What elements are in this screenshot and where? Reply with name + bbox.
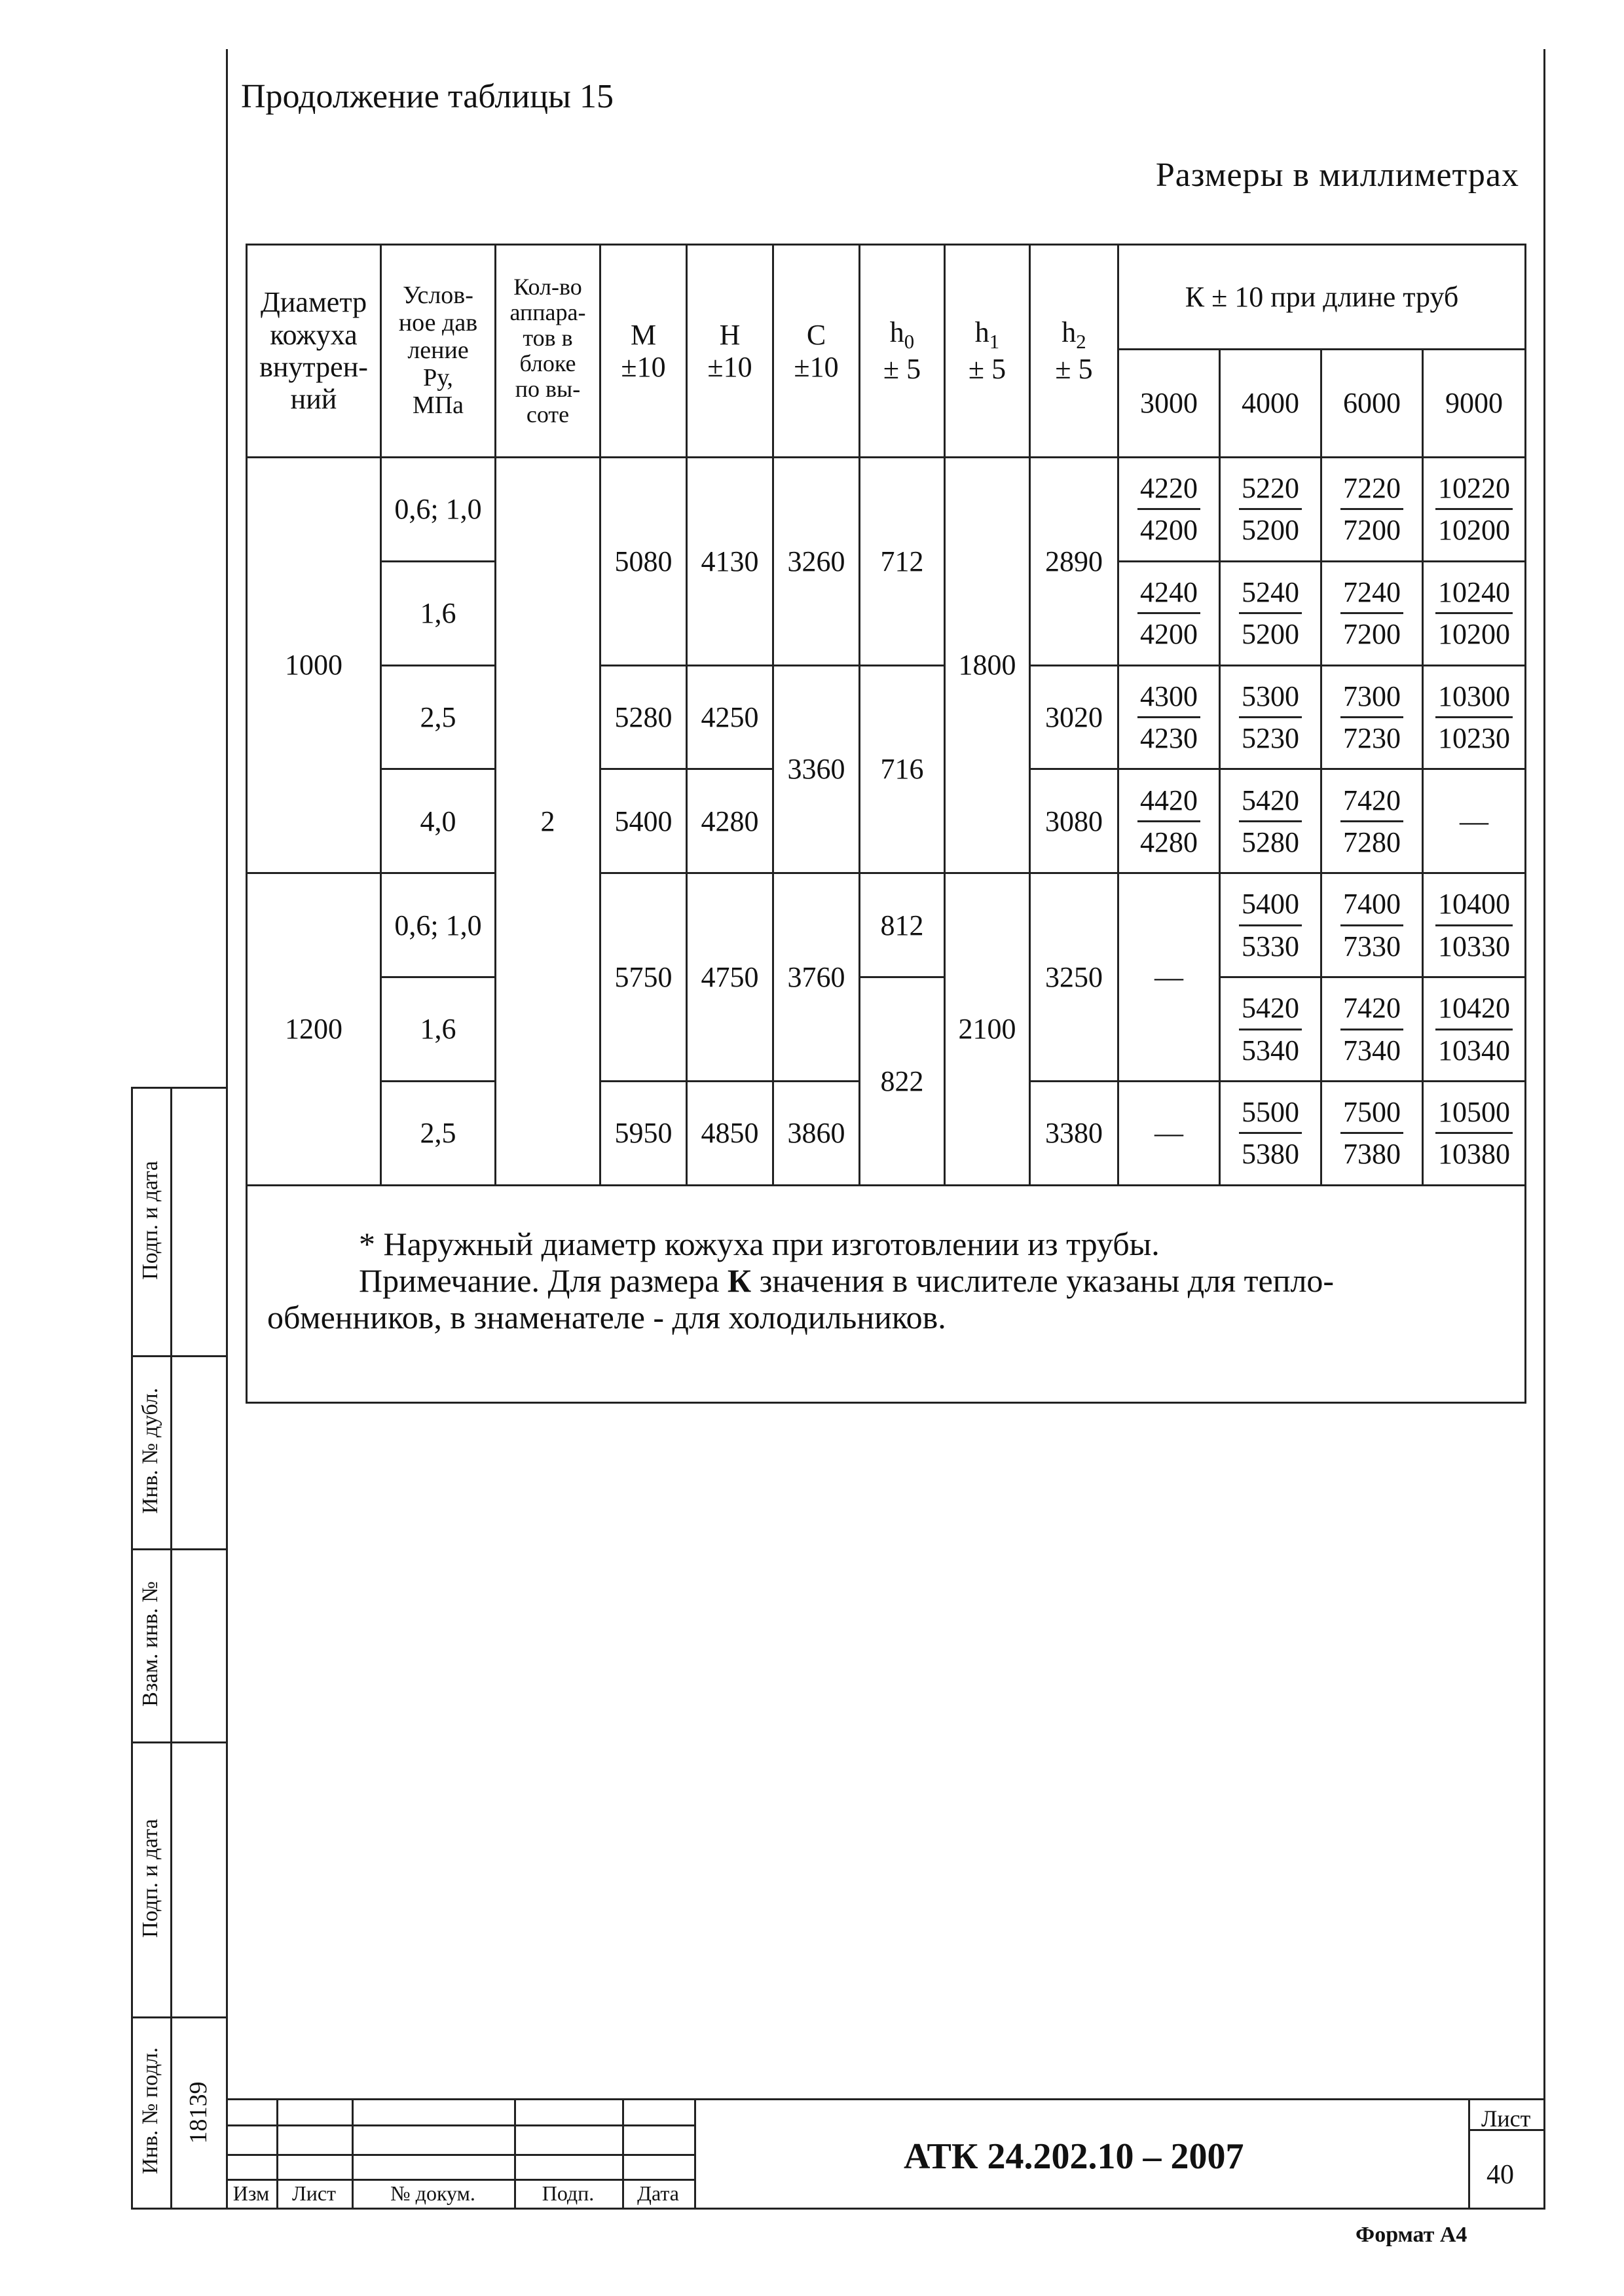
side-label-orig-inv: Инв. № подл.	[138, 2047, 162, 2174]
k-cell: $\frac{10300}{10230}$	[1423, 665, 1526, 769]
m-cell: 5950	[600, 1081, 687, 1185]
tb-col-signature: Подп.	[542, 2181, 595, 2205]
tb-col-change: Изм	[232, 2181, 270, 2205]
m-cell: 5400	[600, 769, 687, 873]
header-pressure: Услов- ное дав ление Ру, МПа	[381, 245, 496, 458]
side-label-dup-inv: Инв. № дубл.	[138, 1387, 162, 1514]
document-code: АТК 24.202.10 – 2007	[904, 2136, 1244, 2177]
k-cell: $\frac{7420}{7340}$	[1321, 977, 1423, 1082]
table-notes	[247, 1185, 1526, 1402]
n-cell: 4130	[687, 457, 773, 665]
frame-right-line	[1543, 49, 1545, 2210]
header-h2: $h_2$ ± 5	[1030, 245, 1118, 458]
sheet-label: Лист	[1481, 2105, 1531, 2132]
k-cell: $\frac{5420}{5340}$	[1220, 977, 1321, 1082]
h2-cell: 2890	[1030, 457, 1118, 665]
c-cell: 3760	[773, 873, 860, 1082]
tb-col-date: Дата	[637, 2181, 679, 2205]
h0-cell: 822	[860, 977, 945, 1186]
diameter-cell: 1200	[247, 873, 381, 1186]
sheet-number: 40	[1486, 2160, 1514, 2190]
header-k-6000: 6000	[1321, 349, 1423, 457]
k-cell: $\frac{5420}{5280}$	[1220, 769, 1321, 873]
header-k-4000: 4000	[1220, 349, 1321, 457]
pressure-cell: 1,6	[381, 561, 496, 665]
m-cell: 5280	[600, 665, 687, 769]
k-cell: $\frac{5300}{5230}$	[1220, 665, 1321, 769]
h2-cell: 3250	[1030, 873, 1118, 1082]
dimensions-table	[246, 244, 1526, 1404]
tb-col-doc-number: № докум.	[390, 2181, 475, 2205]
h2-cell: 3020	[1030, 665, 1118, 769]
k-cell: $\frac{10400}{10330}$	[1423, 873, 1526, 977]
header-n: Н ±10	[687, 245, 773, 458]
k-cell: $\frac{5220}{5200}$	[1220, 457, 1321, 561]
note-remark: Примечание. Для размера К значения в числителе указаны для тепло-обменников, в знаменателе - для холодильников.	[267, 1262, 1335, 1336]
table-continuation-title: Продолжение таблицы 15	[241, 78, 614, 115]
k-cell-dash: —	[1118, 873, 1220, 1082]
tb-col-sheet: Лист	[291, 2181, 336, 2205]
pressure-cell: 2,5	[381, 1081, 496, 1185]
c-cell: 3360	[773, 665, 860, 873]
pressure-cell: 2,5	[381, 665, 496, 769]
header-count: Кол-во аппара- тов в блоке по вы- соте	[496, 245, 600, 458]
k-cell: $\frac{5400}{5330}$	[1220, 873, 1321, 977]
n-cell: 4750	[687, 873, 773, 1082]
pressure-cell: 4,0	[381, 769, 496, 873]
format-label: Формат А4	[1356, 2223, 1467, 2247]
h0-cell: 712	[860, 457, 945, 665]
h0-cell: 716	[860, 665, 945, 873]
h1-cell: 2100	[945, 873, 1030, 1186]
header-h0: $h_0$ ± 5	[860, 245, 945, 458]
inv-number: 18139	[185, 2081, 212, 2144]
k-cell-dash: —	[1118, 1081, 1220, 1185]
h1-cell: 1800	[945, 457, 1030, 873]
count-cell: 2	[496, 457, 600, 1185]
units-label: Размеры в миллиметрах	[1155, 156, 1519, 194]
n-cell: 4850	[687, 1081, 773, 1185]
k-cell: $\frac{4300}{4230}$	[1118, 665, 1220, 769]
k-cell: $\frac{4240}{4200}$	[1118, 561, 1220, 665]
diameter-cell: 1000	[247, 457, 381, 873]
m-cell: 5750	[600, 873, 687, 1082]
h2-cell: 3380	[1030, 1081, 1118, 1185]
k-cell: $\frac{4220}{4200}$	[1118, 457, 1220, 561]
header-k-9000: 9000	[1423, 349, 1526, 457]
k-cell: $\frac{5240}{5200}$	[1220, 561, 1321, 665]
header-k-3000: 3000	[1118, 349, 1220, 457]
n-cell: 4280	[687, 769, 773, 873]
c-cell: 3860	[773, 1081, 860, 1185]
k-cell: $\frac{7420}{7280}$	[1321, 769, 1423, 873]
k-cell: $\frac{10420}{10340}$	[1423, 977, 1526, 1082]
frame-left-line	[226, 49, 228, 2210]
header-m: М ±10	[600, 245, 687, 458]
k-cell: $\frac{7400}{7330}$	[1321, 873, 1423, 977]
k-cell: $\frac{7500}{7380}$	[1321, 1081, 1423, 1185]
header-diameter: Диаметр кожуха внутрен- ний	[247, 245, 381, 458]
k-cell: $\frac{10240}{10200}$	[1423, 561, 1526, 665]
header-c: С ±10	[773, 245, 860, 458]
n-cell: 4250	[687, 665, 773, 769]
k-cell: $\frac{10220}{10200}$	[1423, 457, 1526, 561]
frame-bottom-line	[131, 2208, 1545, 2210]
pressure-cell: 1,6	[381, 977, 496, 1082]
k-cell-dash: —	[1423, 769, 1526, 873]
pressure-cell: 0,6; 1,0	[381, 457, 496, 561]
note-star: * Наружный диаметр кожуха при изготовлении из трубы.	[359, 1225, 1160, 1262]
c-cell: 3260	[773, 457, 860, 665]
side-label-replace-inv: Взам. инв. №	[138, 1581, 162, 1707]
side-label-sign-date-2: Подп. и дата	[138, 1819, 162, 1938]
k-cell: $\frac{7220}{7200}$	[1321, 457, 1423, 561]
h2-cell: 3080	[1030, 769, 1118, 873]
k-cell: $\frac{7240}{7200}$	[1321, 561, 1423, 665]
header-k-group: К ± 10 при длине труб	[1118, 245, 1526, 350]
k-cell: $\frac{4420}{4280}$	[1118, 769, 1220, 873]
side-label-sign-date: Подп. и дата	[138, 1161, 162, 1280]
k-cell: $\frac{7300}{7230}$	[1321, 665, 1423, 769]
k-cell: $\frac{5500}{5380}$	[1220, 1081, 1321, 1185]
pressure-cell: 0,6; 1,0	[381, 873, 496, 977]
k-cell: $\frac{10500}{10380}$	[1423, 1081, 1526, 1185]
h0-cell: 812	[860, 873, 945, 977]
header-h1: $h_1$ ± 5	[945, 245, 1030, 458]
m-cell: 5080	[600, 457, 687, 665]
